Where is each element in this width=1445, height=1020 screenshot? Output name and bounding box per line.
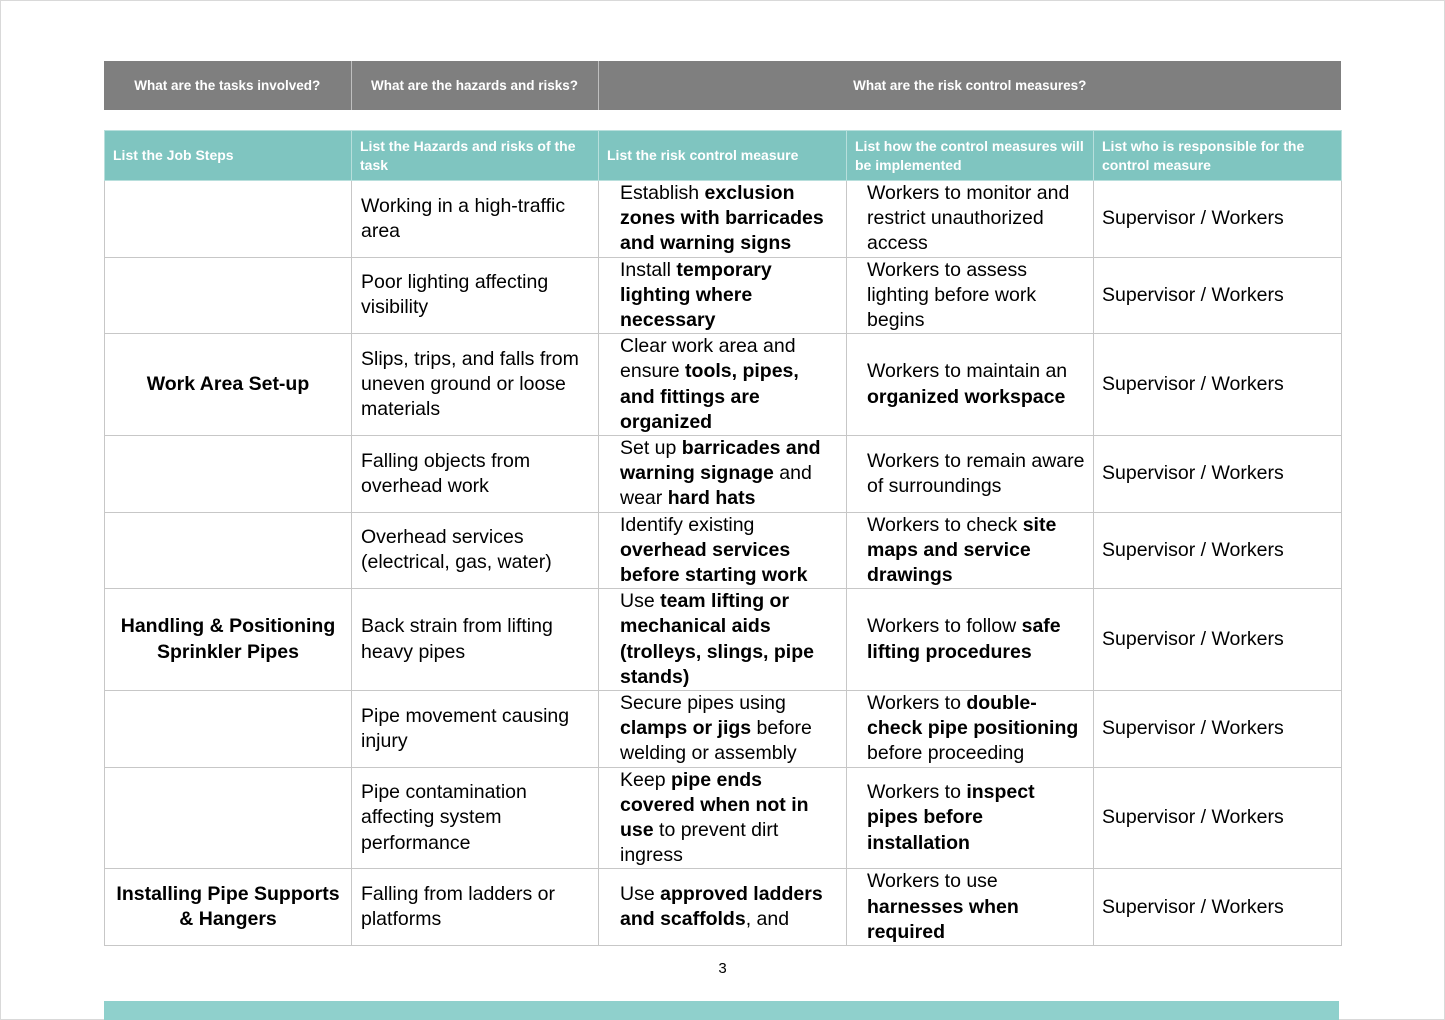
control-measure-cell	[599, 767, 847, 869]
text-run: Clear work area and ensure	[620, 335, 796, 383]
implementation-cell	[847, 181, 1094, 258]
text-run: Establish	[620, 182, 705, 204]
text-run: Workers to	[867, 692, 967, 715]
table-row	[105, 767, 1342, 869]
job-step-cell	[105, 181, 352, 258]
col-header-implementation: List how the control measures will be implemented	[847, 131, 1094, 181]
text-run: Keep	[620, 768, 671, 791]
implementation-cell	[847, 512, 1094, 589]
responsible-cell: Supervisor / Workers	[1094, 691, 1342, 768]
bold-text: organized workspace	[867, 385, 1066, 408]
col-header-responsible: List who is responsible for the control measure	[1094, 131, 1342, 181]
table-row	[105, 512, 1342, 589]
responsible-cell: Supervisor / Workers	[1094, 436, 1342, 513]
bold-text: double-check pipe positioning	[867, 692, 1079, 740]
implementation-cell	[847, 257, 1094, 334]
implementation-cell	[847, 436, 1094, 513]
text-run: Workers to use	[867, 870, 998, 893]
responsible-cell: Supervisor / Workers	[1094, 869, 1342, 946]
table-row	[105, 589, 1342, 691]
table-row	[105, 869, 1342, 946]
table-body	[105, 181, 1342, 946]
implementation-cell	[847, 589, 1094, 691]
implementation-cell	[847, 334, 1094, 436]
control-measure-cell	[599, 589, 847, 691]
footer-bar	[104, 1001, 1339, 1020]
hazard-cell: Falling from ladders or platforms	[352, 869, 599, 946]
text-run: before proceeding	[867, 742, 1025, 765]
control-measure-cell	[599, 181, 847, 258]
table-row	[105, 691, 1342, 768]
hazard-cell: Pipe contamination affecting system performance	[352, 767, 599, 869]
header-hazards: What are the hazards and risks?	[351, 61, 598, 110]
header-controls: What are the risk control measures?	[598, 61, 1341, 110]
hazard-cell: Falling objects from overhead work	[352, 436, 599, 513]
table-row	[105, 181, 1342, 258]
job-step-cell: Work Area Set-up	[105, 334, 352, 436]
col-header-controls: List the risk control measure	[599, 131, 847, 181]
col-header-hazards: List the Hazards and risks of the task	[352, 131, 599, 181]
text-run: Secure pipes using	[620, 692, 786, 715]
control-measure-cell	[599, 512, 847, 589]
responsible-cell: Supervisor / Workers	[1094, 589, 1342, 691]
job-step-cell	[105, 257, 352, 334]
bold-text: barricades and warning signage	[620, 437, 821, 485]
job-step-cell: Installing Pipe Supports & Hangers	[105, 869, 352, 946]
text-run: before welding or assembly	[620, 717, 812, 765]
responsible-cell: Supervisor / Workers	[1094, 767, 1342, 869]
bold-text: team lifting or mechanical aids (trolleys, slings, pipe stands)	[620, 590, 814, 688]
text-run: Use	[620, 590, 661, 613]
text-run: to prevent dirt ingress	[620, 819, 779, 867]
text-run: Workers to follow	[867, 615, 1022, 638]
bold-text: exclusion zones with barricades and warning signs	[620, 182, 824, 255]
section-header-table	[104, 61, 1341, 110]
col-header-steps: List the Job Steps	[105, 131, 352, 181]
text-run: Workers to	[867, 781, 967, 804]
risk-assessment-table	[104, 130, 1342, 946]
control-measure-cell	[599, 869, 847, 946]
job-step-cell	[105, 767, 352, 869]
text-run: Identify existing	[620, 513, 755, 536]
text-run: Set up	[620, 437, 682, 460]
control-measure-cell	[599, 691, 847, 768]
responsible-cell: Supervisor / Workers	[1094, 181, 1342, 258]
bold-text: hard hats	[667, 487, 756, 510]
job-step-cell: Handling & Positioning Sprinkler Pipes	[105, 589, 352, 691]
bold-text: safe lifting procedures	[867, 615, 1061, 663]
page-number: 3	[718, 960, 727, 977]
implementation-cell	[847, 691, 1094, 768]
text-run: Workers to maintain an	[867, 360, 1068, 383]
job-step-cell	[105, 512, 352, 589]
text-run: Workers to monitor and restrict unauthorized access	[867, 182, 1070, 255]
bold-text: pipe ends covered when not in use	[620, 768, 809, 842]
hazard-cell: Overhead services (electrical, gas, water)	[352, 512, 599, 589]
table-row	[105, 436, 1342, 513]
column-header-row	[105, 131, 1342, 181]
control-measure-cell	[599, 334, 847, 436]
hazard-cell: Poor lighting affecting visibility	[352, 257, 599, 334]
bold-text: site maps and service drawings	[867, 513, 1057, 587]
control-measure-cell	[599, 436, 847, 513]
implementation-cell	[847, 767, 1094, 869]
text-run: Workers to remain aware of surroundings	[867, 449, 1085, 497]
implementation-cell	[847, 869, 1094, 946]
bold-text: approved ladders and scaffolds	[620, 883, 823, 931]
text-run: Workers to assess lighting before work begins	[867, 258, 1037, 332]
bold-text: overhead services before starting work	[620, 538, 808, 587]
table-row	[105, 257, 1342, 334]
job-step-cell	[105, 691, 352, 768]
bold-text: clamps or jigs	[620, 717, 752, 740]
hazard-cell: Pipe movement causing injury	[352, 691, 599, 768]
responsible-cell: Supervisor / Workers	[1094, 512, 1342, 589]
hazard-cell: Slips, trips, and falls from uneven ground or loose materials	[352, 334, 599, 436]
text-run: , and	[745, 908, 790, 931]
hazard-cell: Back strain from lifting heavy pipes	[352, 589, 599, 691]
header-tasks: What are the tasks involved?	[104, 61, 351, 110]
section-header-row	[104, 61, 1341, 110]
bold-text: inspect pipes before installation	[867, 781, 1035, 854]
table-row	[105, 334, 1342, 436]
bold-text: tools, pipes, and fittings are organized	[620, 360, 799, 433]
bold-text: harnesses when required	[867, 895, 1019, 943]
responsible-cell: Supervisor / Workers	[1094, 257, 1342, 334]
text-run: Use	[620, 883, 661, 906]
text-run: and wear	[620, 462, 812, 510]
job-step-cell	[105, 436, 352, 513]
control-measure-cell	[599, 257, 847, 334]
text-run: Workers to check	[867, 513, 1023, 536]
text-run: Install	[620, 258, 677, 281]
bold-text: temporary lighting where necessary	[620, 258, 772, 332]
responsible-cell: Supervisor / Workers	[1094, 334, 1342, 436]
hazard-cell: Working in a high-traffic area	[352, 181, 599, 258]
